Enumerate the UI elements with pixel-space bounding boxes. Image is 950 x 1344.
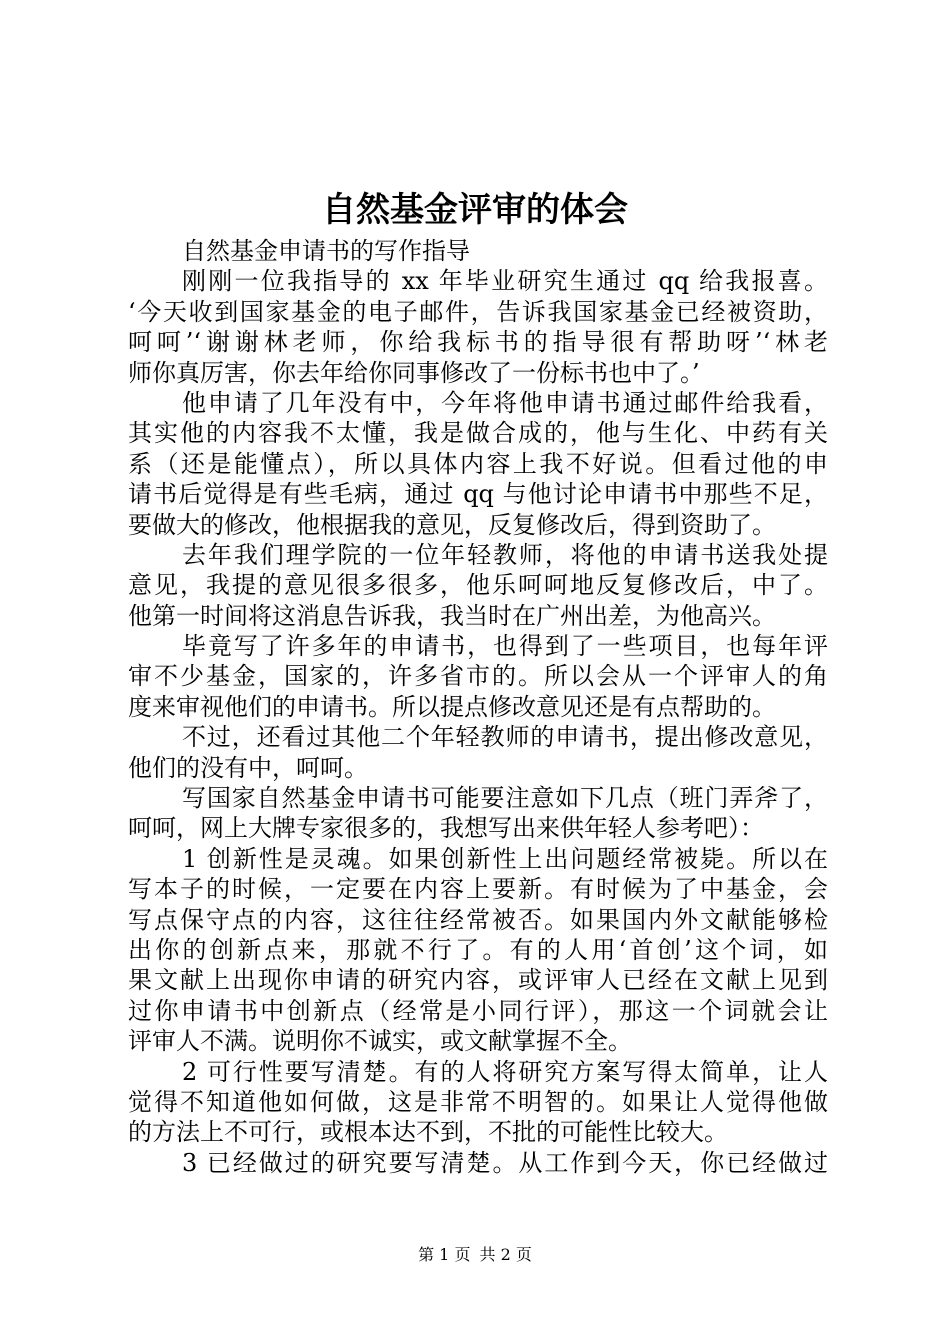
text-line: 审不少基金，国家的，许多省市的。所以会从一个评审人的角 xyxy=(128,662,828,691)
text-line: 去年我们理学院的一位年轻教师，将他的申请书送我处提 xyxy=(182,540,828,569)
text-line: 他们的没有中，呵呵。 xyxy=(128,753,368,782)
text-line: ‘今天收到国家基金的电子邮件，告诉我国家基金已经被资助， xyxy=(128,297,828,326)
text-line: 师你真厉害，你去年给你同事修改了一份标书也中了。’ xyxy=(128,358,700,387)
text-line: 其实他的内容我不太懂，我是做合成的，他与生化、中药有关 xyxy=(128,419,828,448)
text-line: 自然基金申请书的写作指导 xyxy=(182,237,470,265)
text-line: 出你的创新点来，那就不行了。有的人用‘首创’这个词，如 xyxy=(128,935,828,964)
document-title: 自然基金评审的体会 xyxy=(322,190,628,230)
page-number: 第 1 页 xyxy=(418,1245,471,1264)
text-line: 果文献上出现你申请的研究内容，或评审人已经在文献上见到 xyxy=(128,966,828,995)
text-line: 他申请了几年没有中，今年将他申请书通过邮件给我看， xyxy=(182,388,828,417)
text-line: 请书后觉得是有些毛病，通过 qq 与他讨论申请书中那些不足， xyxy=(128,480,828,509)
text-line: 呵呵，网上大牌专家很多的，我想写出来供年轻人参考吧）： xyxy=(128,814,764,843)
text-line: 的方法上不可行，或根本达不到，不批的可能性比较大。 xyxy=(128,1118,728,1147)
text-line: 系（还是能懂点），所以具体内容上我不好说。但看过他的申 xyxy=(128,449,828,478)
text-line: 觉得不知道他如何做，这是非常不明智的。如果让人觉得他做 xyxy=(128,1087,828,1116)
text-line: 要做大的修改，他根据我的意见，反复修改后，得到资助了。 xyxy=(128,510,776,539)
text-line: 过你申请书中创新点（经常是小同行评），那这一个词就会让 xyxy=(128,996,828,1025)
page-footer xyxy=(0,1244,950,1266)
text-line: 他第一时间将这消息告诉我，我当时在广州出差，为他高兴。 xyxy=(128,601,776,630)
text-line: 3 已经做过的研究要写清楚。从工作到今天，你已经做过 xyxy=(182,1148,828,1177)
text-line: 写点保守点的内容，这往往经常被否。如果国内外文献能够检 xyxy=(128,905,828,934)
text-line: 呵呵’‘谢谢林老师，你给我标书的指导很有帮助呀’‘林老 xyxy=(128,328,828,357)
text-line: 写国家自然基金申请书可能要注意如下几点（班门弄斧了， xyxy=(182,784,828,813)
text-line: 刚刚一位我指导的 xx 年毕业研究生通过 qq 给我报喜。 xyxy=(182,267,828,296)
text-line: 不过，还看过其他二个年轻教师的申请书，提出修改意见， xyxy=(182,723,828,752)
text-line: 度来审视他们的申请书。所以提点修改意见还是有点帮助的。 xyxy=(128,692,776,721)
text-line: 1 创新性是灵魂。如果创新性上出问题经常被毙。所以在 xyxy=(182,844,828,873)
text-line: 写本子的时候，一定要在内容上要新。有时候为了中基金，会 xyxy=(128,875,828,904)
page-total: 共 2 页 xyxy=(479,1245,532,1264)
text-line: 意见，我提的意见很多很多，他乐呵呵地反复修改后，中了。 xyxy=(128,571,828,600)
text-line: 毕竟写了许多年的申请书，也得到了一些项目，也每年评 xyxy=(182,632,828,661)
text-line: 2 可行性要写清楚。有的人将研究方案写得太简单，让人 xyxy=(182,1057,828,1086)
document-body xyxy=(128,236,828,1178)
text-line: 评审人不满。说明你不诚实，或文献掌握不全。 xyxy=(128,1027,632,1056)
